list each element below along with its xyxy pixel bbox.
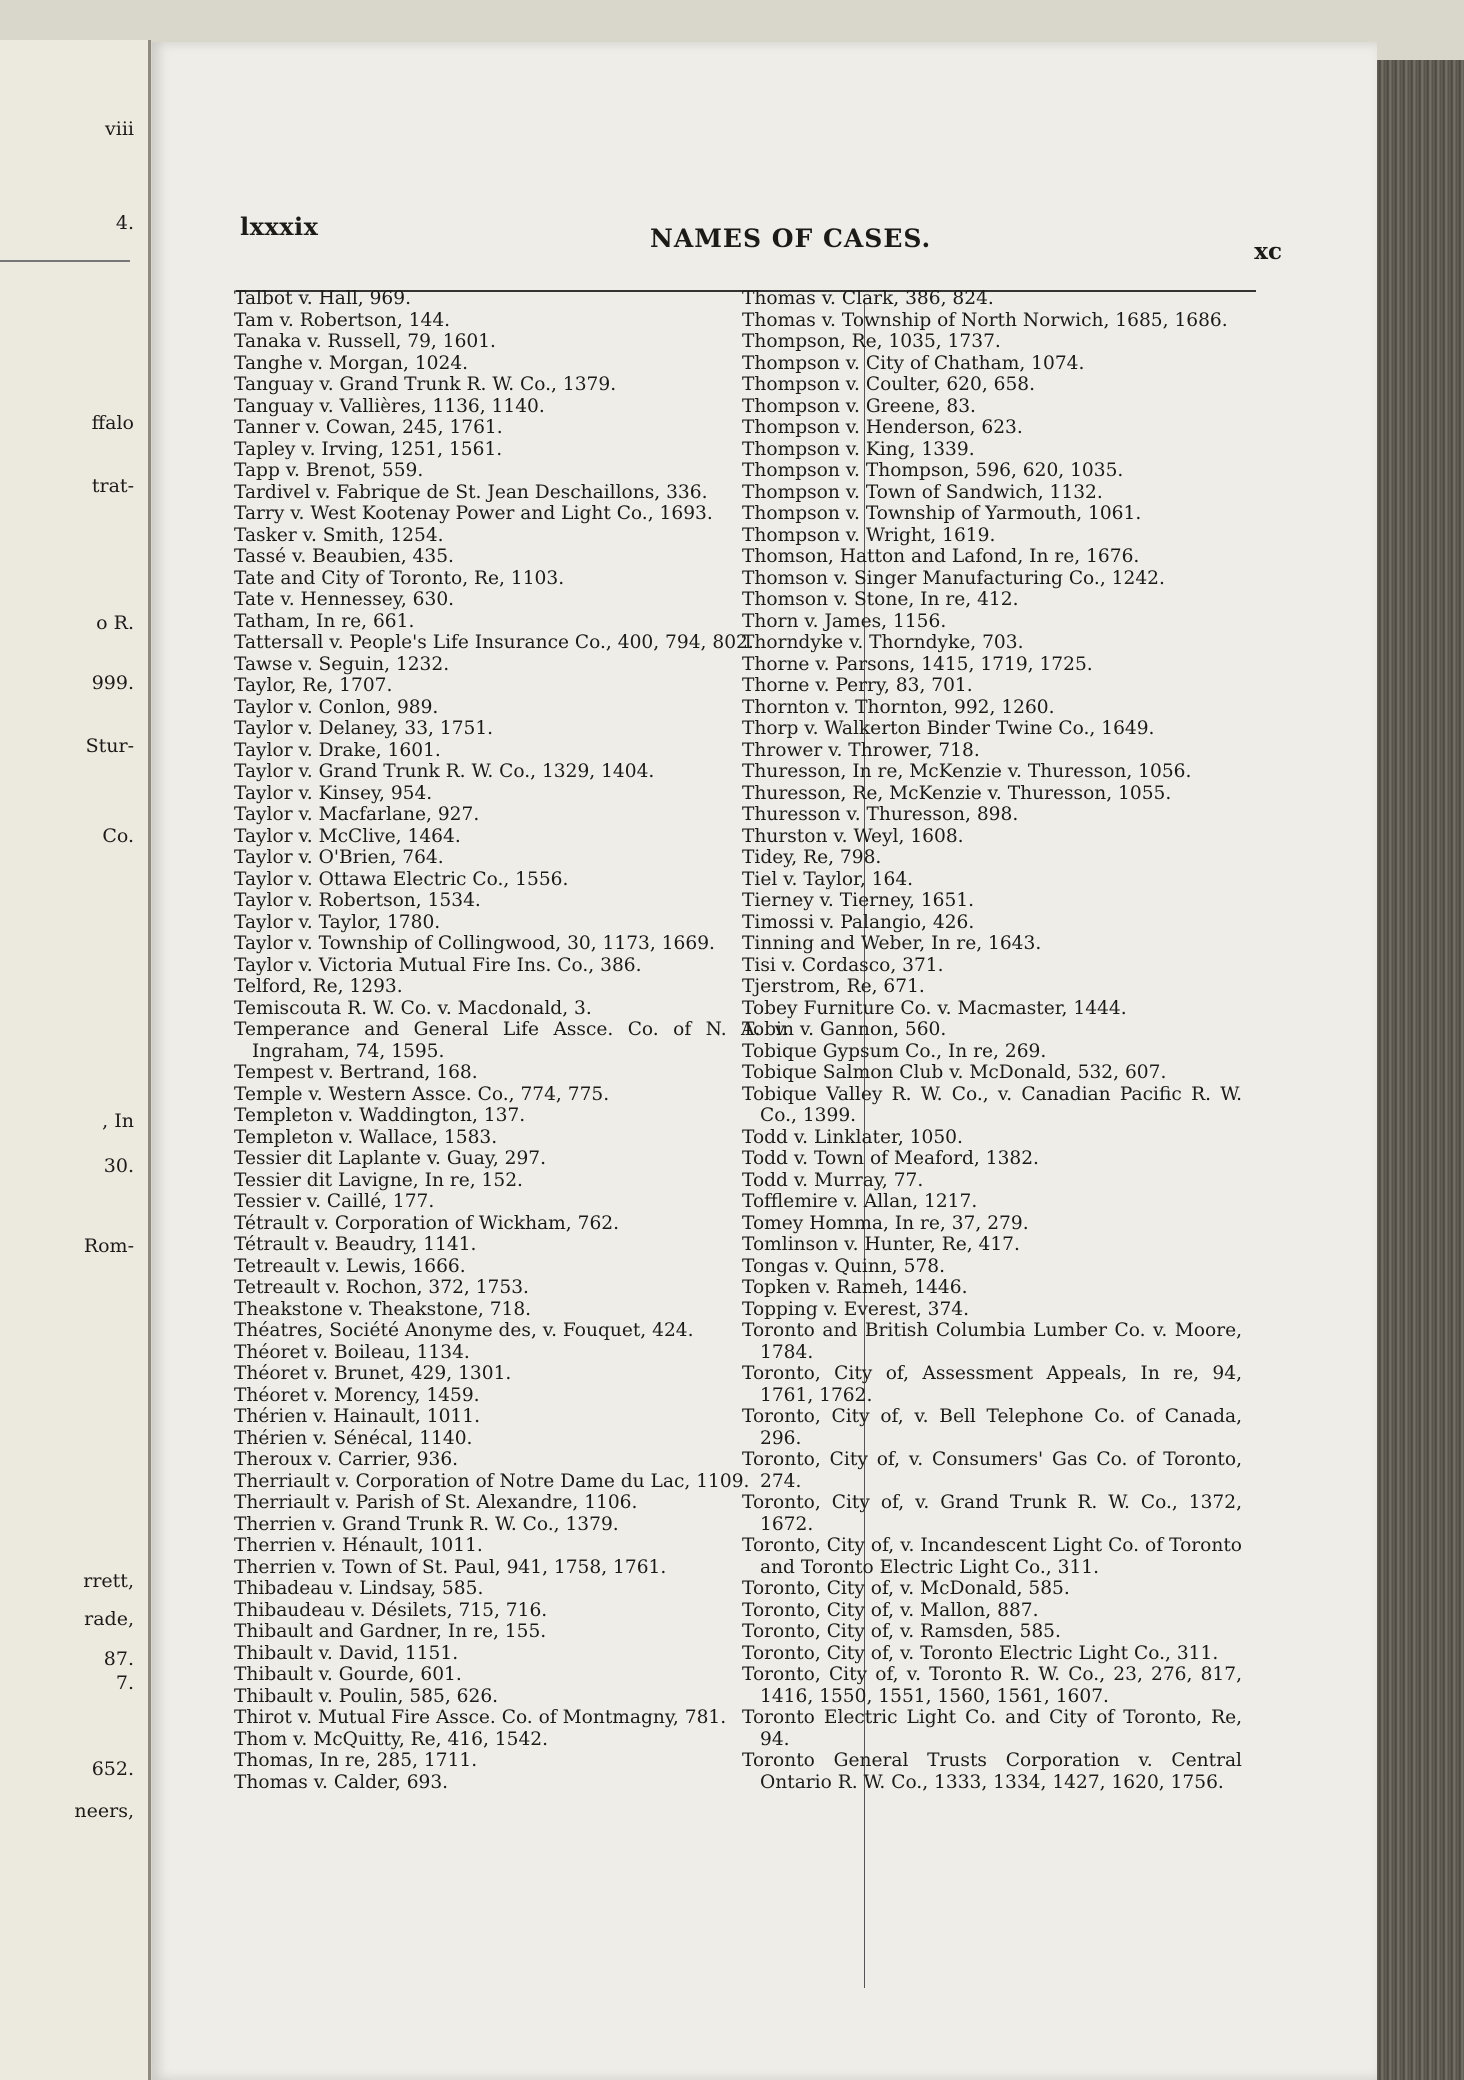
index-entry: Temple v. Western Assce. Co., 774, 775.	[234, 1083, 610, 1105]
index-entry: Tanguay v. Grand Trunk R. W. Co., 1379.	[234, 374, 617, 395]
index-entry: Thurston v. Weyl, 1608.	[742, 825, 964, 847]
index-entry: Taylor v. Kinsey, 954.	[234, 782, 433, 804]
index-entry: Toronto Electric Light Co. and City of Toronto, Re, 94.	[742, 1707, 1242, 1750]
index-entry: Tessier v. Caillé, 177.	[234, 1191, 435, 1212]
index-entry: Thomas v. Township of North Norwich, 1685, 1686.	[742, 309, 1228, 331]
index-entry: Thompson v. Township of Yarmouth, 1061.	[742, 503, 1142, 524]
index-entry: Tessier dit Lavigne, In re, 152.	[234, 1169, 523, 1191]
index-entry: Taylor, Re, 1707.	[234, 675, 393, 696]
left-page-fragment-text: 7.	[115, 1672, 134, 1694]
left-page-fragment-text: neers,	[74, 1800, 134, 1822]
index-entry: Theakstone v. Theakstone, 718.	[234, 1298, 532, 1320]
index-entry: Thornton v. Thornton, 992, 1260.	[742, 696, 1055, 718]
left-page-fragment-text: 4.	[115, 212, 134, 234]
index-entry: Thompson v. Coulter, 620, 658.	[742, 374, 1036, 395]
index-entry: Tasker v. Smith, 1254.	[234, 524, 444, 546]
index-entry: Thuresson, In re, McKenzie v. Thuresson, 1056.	[742, 761, 1192, 782]
index-entry: Temperance and General Life Assce. Co. of N. A. v. Ingraham, 74, 1595.	[234, 1019, 789, 1062]
index-entry: Toronto, City of, v. Toronto Electric Light Co., 311.	[742, 1642, 1219, 1664]
left-page-fragment-text: rade,	[84, 1608, 134, 1630]
index-entry: Thomas v. Clark, 386, 824.	[742, 288, 994, 309]
index-entry: Thuresson, Re, McKenzie v. Thuresson, 1055.	[742, 782, 1172, 804]
index-entry: Tisi v. Cordasco, 371.	[742, 954, 944, 976]
index-entry: Tanguay v. Vallières, 1136, 1140.	[234, 395, 545, 417]
index-entry: Thorne v. Perry, 83, 701.	[742, 675, 973, 696]
index-entry: Taylor v. Grand Trunk R. W. Co., 1329, 1404.	[234, 761, 655, 782]
index-entry: Thirot v. Mutual Fire Assce. Co. of Montmagny, 781.	[234, 1707, 727, 1728]
index-entry: Tanaka v. Russell, 79, 1601.	[234, 331, 496, 352]
index-entry: Tassé v. Beaubien, 435.	[234, 546, 454, 567]
index-entry: Thompson v. Greene, 83.	[742, 395, 976, 417]
left-page-fragment-text: rrett,	[83, 1570, 134, 1592]
index-entry: Tobey Furniture Co. v. Macmaster, 1444.	[742, 997, 1127, 1019]
left-page-fragment-text: 999.	[91, 672, 134, 694]
index-entry: Thompson v. Wright, 1619.	[742, 524, 996, 546]
index-entry: Tongas v. Quinn, 578.	[742, 1255, 946, 1277]
index-entry: Todd v. Murray, 77.	[742, 1169, 924, 1191]
page-number-left: lxxxix	[240, 212, 319, 241]
index-entry: Tam v. Robertson, 144.	[234, 309, 451, 331]
index-entry: Thérien v. Hainault, 1011.	[234, 1406, 480, 1427]
index-entry: Taylor v. Drake, 1601.	[234, 739, 441, 761]
index-entry: Tofflemire v. Allan, 1217.	[742, 1191, 978, 1212]
index-entry: Toronto, City of, v. Grand Trunk R. W. Co., 1372, 1672.	[742, 1492, 1242, 1535]
book-page-edges	[1377, 60, 1464, 2080]
index-entry: Tidey, Re, 798.	[742, 847, 882, 868]
index-entry: Talbot v. Hall, 969.	[234, 288, 412, 309]
index-entry: Tempest v. Bertrand, 168.	[234, 1062, 478, 1083]
index-entry: Taylor v. Township of Collingwood, 30, 1173, 1669.	[234, 933, 715, 954]
left-page-fragment-text: Rom-	[83, 1235, 134, 1257]
index-entry: Thomson, Hatton and Lafond, In re, 1676.	[742, 546, 1140, 567]
index-entry: Taylor v. Macfarlane, 927.	[234, 804, 480, 825]
index-entry: Thompson v. Henderson, 623.	[742, 417, 1023, 438]
index-entry: Taylor v. Delaney, 33, 1751.	[234, 718, 494, 739]
running-title: NAMES OF CASES.	[650, 224, 932, 253]
index-entry: Therrien v. Grand Trunk R. W. Co., 1379.	[234, 1513, 619, 1535]
index-entry: Tattersall v. People's Life Insurance Co., 400, 794, 802.	[234, 632, 754, 653]
left-page-fragment-text: 30.	[103, 1155, 134, 1177]
index-entry: Toronto, City of, v. Mallon, 887.	[742, 1599, 1039, 1621]
index-entry: Thorndyke v. Thorndyke, 703.	[742, 632, 1024, 653]
index-entry: Tétrault v. Beaudry, 1141.	[234, 1234, 477, 1255]
index-entry: Todd v. Linklater, 1050.	[742, 1126, 963, 1148]
index-entry: Thompson v. City of Chatham, 1074.	[742, 352, 1085, 374]
index-entry: Thorne v. Parsons, 1415, 1719, 1725.	[742, 653, 1093, 675]
index-entry: Tanner v. Cowan, 245, 1761.	[234, 417, 503, 438]
index-entry: Taylor v. Robertson, 1534.	[234, 890, 481, 911]
index-entry: Topping v. Everest, 374.	[742, 1298, 970, 1320]
index-entry: Topken v. Rameh, 1446.	[742, 1277, 968, 1298]
index-entry: Toronto, City of, v. Bell Telephone Co. of Canada, 296.	[742, 1406, 1242, 1449]
index-entry: Tobin v. Gannon, 560.	[742, 1019, 947, 1040]
index-entry: Tatham, In re, 661.	[234, 610, 415, 632]
index-entry: Thomson v. Stone, In re, 412.	[742, 589, 1019, 610]
index-entry: Tobique Valley R. W. Co., v. Canadian Pacific R. W. Co., 1399.	[742, 1083, 1242, 1126]
left-page-fragment-text: trat-	[91, 475, 134, 497]
index-entry: Templeton v. Wallace, 1583.	[234, 1126, 498, 1148]
index-entry: Tapp v. Brenot, 559.	[234, 460, 424, 481]
left-page-fragment-text: , In	[102, 1110, 134, 1132]
right-column	[742, 288, 1242, 1793]
left-page-fragment-text: 87.	[103, 1648, 134, 1670]
index-entry: Théoret v. Morency, 1459.	[234, 1384, 480, 1406]
index-entry: Toronto, City of, Assessment Appeals, In re, 94, 1761, 1762.	[742, 1363, 1242, 1406]
index-entry: Toronto General Trusts Corporation v. Central Ontario R. W. Co., 1333, 1334, 1427, 1620, 1756.	[742, 1750, 1242, 1793]
index-entry: Therriault v. Parish of St. Alexandre, 1106.	[234, 1492, 638, 1513]
index-entry: Therrien v. Town of St. Paul, 941, 1758, 1761.	[234, 1556, 667, 1578]
index-entry: Thompson, Re, 1035, 1737.	[742, 331, 1001, 352]
index-entry: Toronto, City of, v. Toronto R. W. Co., 23, 276, 817, 1416, 1550, 1551, 1560, 1561, 1607.	[742, 1664, 1242, 1707]
index-entry: Thibault v. Poulin, 585, 626.	[234, 1685, 499, 1707]
index-entry: Tinning and Weber, In re, 1643.	[742, 933, 1042, 954]
index-entry: Theroux v. Carrier, 936.	[234, 1449, 459, 1470]
index-entry: Thompson v. King, 1339.	[742, 438, 975, 460]
left-page-fragment-text: Stur-	[85, 735, 134, 757]
index-entry: Todd v. Town of Meaford, 1382.	[742, 1148, 1039, 1169]
index-entry: Tobique Gypsum Co., In re, 269.	[742, 1040, 1047, 1062]
index-entry: Telford, Re, 1293.	[234, 976, 403, 997]
index-entry: Tessier dit Laplante v. Guay, 297.	[234, 1148, 547, 1169]
index-entry: Therrien v. Hénault, 1011.	[234, 1535, 483, 1556]
index-entry: Thompson v. Town of Sandwich, 1132.	[742, 481, 1103, 503]
index-entry: Taylor v. Victoria Mutual Fire Ins. Co., 386.	[234, 954, 642, 976]
index-entry: Tanghe v. Morgan, 1024.	[234, 352, 469, 374]
index-entry: Taylor v. O'Brien, 764.	[234, 847, 444, 868]
index-page	[152, 42, 1377, 2080]
index-entry: Tiel v. Taylor, 164.	[742, 868, 914, 890]
index-entry: Tobique Salmon Club v. McDonald, 532, 607.	[742, 1062, 1167, 1083]
left-page-fragment-text: Co.	[102, 825, 134, 847]
index-entry: Toronto, City of, v. Ramsden, 585.	[742, 1621, 1061, 1642]
index-entry: Théatres, Société Anonyme des, v. Fouquet, 424.	[234, 1320, 694, 1341]
index-entry: Taylor v. Conlon, 989.	[234, 696, 439, 718]
index-entry: Théoret v. Brunet, 429, 1301.	[234, 1363, 512, 1384]
index-entry: Thuresson v. Thuresson, 898.	[742, 804, 1019, 825]
page-header	[240, 172, 1282, 272]
index-entry: Tetreault v. Lewis, 1666.	[234, 1255, 466, 1277]
index-entry: Toronto, City of, v. Incandescent Light Co. of Toronto and Toronto Electric Light Co., 311.	[742, 1535, 1242, 1578]
index-entry: Thorn v. James, 1156.	[742, 610, 947, 632]
index-entry: Tétrault v. Corporation of Wickham, 762.	[234, 1212, 620, 1234]
index-entry: Thibaudeau v. Désilets, 715, 716.	[234, 1599, 548, 1621]
index-entry: Thérien v. Sénécal, 1140.	[234, 1427, 473, 1449]
index-entry: Théoret v. Boileau, 1134.	[234, 1341, 470, 1363]
index-entry: Timossi v. Palangio, 426.	[742, 911, 975, 933]
index-entry: Tjerstrom, Re, 671.	[742, 976, 925, 997]
left-page-fragment-text: 652.	[91, 1758, 134, 1780]
index-entry: Tate and City of Toronto, Re, 1103.	[234, 567, 565, 589]
index-entry: Toronto, City of, v. Consumers' Gas Co. of Toronto, 274.	[742, 1449, 1242, 1492]
index-entry: Tapley v. Irving, 1251, 1561.	[234, 438, 503, 460]
index-entry: Thorp v. Walkerton Binder Twine Co., 1649.	[742, 718, 1155, 739]
index-entry: Thomas, In re, 285, 1711.	[234, 1750, 478, 1771]
index-entry: Thibault v. David, 1151.	[234, 1642, 459, 1664]
index-entry: Tarry v. West Kootenay Power and Light Co., 1693.	[234, 503, 713, 524]
index-entry: Taylor v. McClive, 1464.	[234, 825, 461, 847]
left-page-fragment-text: o R.	[96, 612, 134, 634]
index-entry: Thibault v. Gourde, 601.	[234, 1664, 462, 1685]
page-number-right: xc	[1254, 238, 1282, 265]
index-entry: Toronto, City of, v. McDonald, 585.	[742, 1578, 1070, 1599]
index-entry: Therriault v. Corporation of Notre Dame du Lac, 1109.	[234, 1470, 750, 1492]
index-entry: Taylor v. Taylor, 1780.	[234, 911, 441, 933]
left-page-rule	[0, 260, 130, 262]
index-entry: Tomlinson v. Hunter, Re, 417.	[742, 1234, 1020, 1255]
index-entry: Thrower v. Thrower, 718.	[742, 739, 980, 761]
index-entry: Templeton v. Waddington, 137.	[234, 1105, 526, 1126]
left-page-fragment	[0, 40, 151, 2080]
index-entry: Tardivel v. Fabrique de St. Jean Deschaillons, 336.	[234, 481, 708, 503]
index-entry: Thomson v. Singer Manufacturing Co., 1242.	[742, 567, 1165, 589]
index-entry: Tawse v. Seguin, 1232.	[234, 653, 450, 675]
index-entry: Tierney v. Tierney, 1651.	[742, 890, 975, 911]
index-entry: Taylor v. Ottawa Electric Co., 1556.	[234, 868, 569, 890]
index-entry: Tomey Homma, In re, 37, 279.	[742, 1212, 1029, 1234]
index-entry: Tetreault v. Rochon, 372, 1753.	[234, 1277, 529, 1298]
index-entry: Thompson v. Thompson, 596, 620, 1035.	[742, 460, 1124, 481]
left-page-fragment-text: ffalo	[91, 412, 134, 434]
left-column	[234, 288, 789, 1793]
index-entry: Thom v. McQuitty, Re, 416, 1542.	[234, 1728, 549, 1750]
index-entry: Temiscouta R. W. Co. v. Macdonald, 3.	[234, 997, 592, 1019]
index-entry: Thomas v. Calder, 693.	[234, 1771, 449, 1793]
index-entry: Toronto and British Columbia Lumber Co. v. Moore, 1784.	[742, 1320, 1242, 1363]
index-entry: Tate v. Hennessey, 630.	[234, 589, 455, 610]
left-page-fragment-text: viii	[105, 118, 134, 140]
index-entry: Thibault and Gardner, In re, 155.	[234, 1621, 547, 1642]
index-entry: Thibadeau v. Lindsay, 585.	[234, 1578, 484, 1599]
